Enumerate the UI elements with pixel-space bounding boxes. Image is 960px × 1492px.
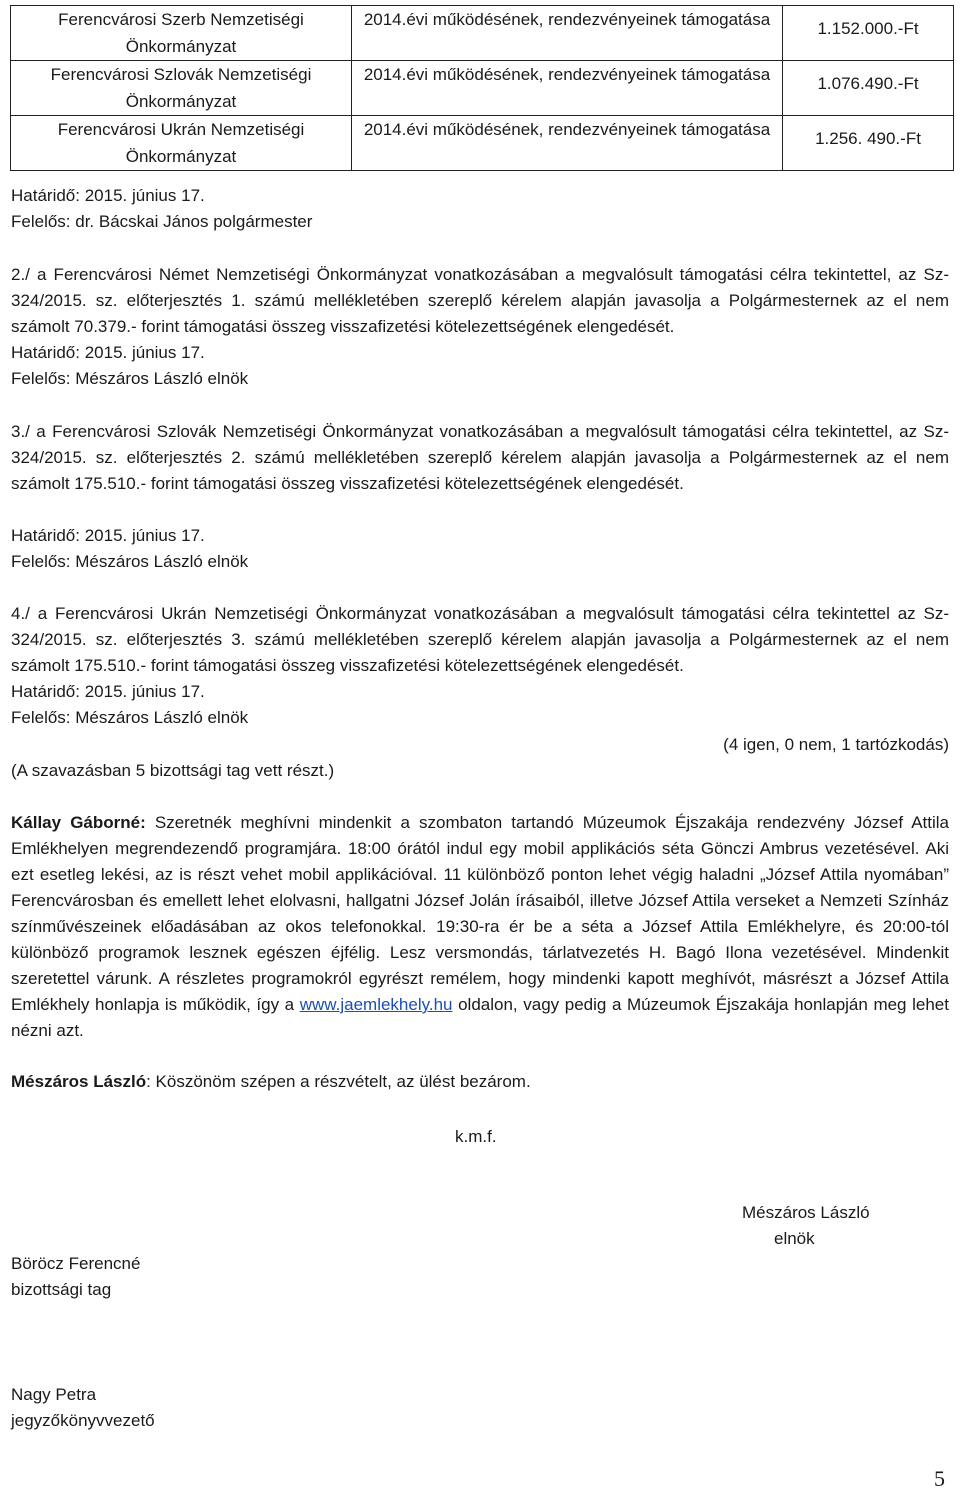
chair-name: Mészáros László bbox=[742, 1203, 870, 1222]
org-cell: Ferencvárosi Szerb Nemzetiségi Önkormányzat bbox=[11, 6, 352, 61]
table-row bbox=[11, 6, 954, 61]
org-cell: Ferencvárosi Szlovák Nemzetiségi Önkormányzat bbox=[11, 61, 352, 116]
table-row bbox=[11, 116, 954, 171]
speaker-name: Kállay Gáborné: bbox=[11, 813, 146, 832]
recorder-title: jegyzőkönyvvezető bbox=[11, 1411, 155, 1430]
purpose-cell: 2014.évi működésének, rendezvényeinek támogatása bbox=[352, 61, 783, 116]
vote-participants: (A szavazásban 5 bizottsági tag vett részt.) bbox=[11, 761, 335, 780]
grant-table bbox=[10, 5, 954, 171]
speech-text: Szeretnék meghívni mindenkit a szombaton tartandó Múzeumok Éjszakája rendezvény József Attila Emlékhelyen megrendezendő programjára. 18:00 órától indul egy mobil applikációs séta Gönczi Ambrus vezetésével. Aki ezt esetleg lekési, az is részt vehet mobil applikációval. 11 különböző ponton lehet végig haladni „József Attila nyomában” Ferencvárosban és emellett lehet elolvasni, hallgatni József Jolán írásaiból, illetve József Attila verseket a Nemzeti Színház színművészeinek előadásában az okos telefonokkal. 19:30-ra ér be a séta a József Attila Emlékhelyre, és 20:00-tól különböző programok lesznek egészen éjfélig. Lesz versmondás, tárlatvezetés H. Bagó Ilona vezetésével. Mindenkit szeretettel várunk. A részletes programokról egyrészt remélem, hogy mindenki kapott meghívót, másrészt a József Attila Emlékhely honlapja is működik, így a bbox=[11, 813, 950, 1014]
kmf: k.m.f. bbox=[455, 1127, 497, 1146]
intro-responsible: Felelős: dr. Bácskai János polgármester bbox=[11, 212, 313, 231]
speaker-name: Mészáros László bbox=[11, 1072, 147, 1091]
intro-deadline: Határidő: 2015. június 17. bbox=[11, 186, 205, 205]
table-row bbox=[11, 61, 954, 116]
item-2-responsible: Felelős: Mészáros László elnök bbox=[11, 369, 249, 388]
vote-result: (4 igen, 0 nem, 1 tartózkodás) bbox=[723, 735, 949, 754]
page-number: 5 bbox=[934, 1466, 945, 1491]
chair-title: elnök bbox=[774, 1229, 815, 1248]
amount-cell: 1.256. 490.-Ft bbox=[783, 116, 954, 171]
resolution-item-3: 3./ a Ferencvárosi Szlovák Nemzetiségi Önkormányzat vonatkozásában a megvalósult támogatási célra tekintettel, az Sz-324/2015. sz. előterjesztés 2. számú mellékletében szereplő kérelem alapján javasolja a Polgármesternek az el nem számolt 175.510.- forint támogatási összeg visszafizetési kötelezettségének elengedését. bbox=[11, 422, 949, 493]
speech-text-end: oldalon, vagy pedig a Múzeumok Éjszakája honlapján meg lehet nézni azt. bbox=[11, 995, 949, 1040]
resolution-item-2: 2./ a Ferencvárosi Német Nemzetiségi Önkormányzat vonatkozásában a megvalósult támogatási célra tekintettel, az Sz-324/2015. sz. előterjesztés 1. számú mellékletében szereplő kérelem alapján javasolja a Polgármesternek az el nem számolt 70.379.- forint támogatási összeg visszafizetési kötelezettségének elengedését. bbox=[11, 265, 949, 336]
website-link[interactable]: www.jaemlekhely.hu bbox=[299, 995, 453, 1014]
recorder-name: Nagy Petra bbox=[11, 1385, 97, 1404]
item-3-deadline: Határidő: 2015. június 17. bbox=[11, 526, 205, 545]
speech-kallay bbox=[11, 810, 949, 1044]
purpose-cell: 2014.évi működésének, rendezvényeinek támogatása bbox=[352, 116, 783, 171]
speech-text: : Köszönöm szépen a részvételt, az ülést bezárom. bbox=[146, 1072, 531, 1091]
item-4-deadline: Határidő: 2015. június 17. bbox=[11, 682, 205, 701]
member-title: bizottsági tag bbox=[11, 1280, 112, 1299]
item-2-deadline: Határidő: 2015. június 17. bbox=[11, 343, 205, 362]
amount-cell: 1.152.000.-Ft bbox=[783, 6, 954, 61]
member-signature bbox=[11, 1251, 140, 1303]
item-3-responsible: Felelős: Mészáros László elnök bbox=[11, 552, 249, 571]
speech-meszaros bbox=[11, 1069, 949, 1095]
chair-signature bbox=[742, 1200, 870, 1252]
org-cell: Ferencvárosi Ukrán Nemzetiségi Önkormányzat bbox=[11, 116, 352, 171]
purpose-cell: 2014.évi működésének, rendezvényeinek támogatása bbox=[352, 6, 783, 61]
amount-cell: 1.076.490.-Ft bbox=[783, 61, 954, 116]
item-4-responsible: Felelős: Mészáros László elnök bbox=[11, 708, 249, 727]
resolution-item-4: 4./ a Ferencvárosi Ukrán Nemzetiségi Önkormányzat vonatkozásában a megvalósult támogatási célra tekintettel az Sz-324/2015. sz. előterjesztés 3. számú mellékletében szereplő kérelem alapján javasolja a Polgármesternek az el nem számolt 175.510.- forint támogatási összeg visszafizetési kötelezettségének elengedését. bbox=[11, 604, 949, 675]
member-name: Böröcz Ferencné bbox=[11, 1254, 141, 1273]
recorder-signature bbox=[11, 1382, 155, 1434]
